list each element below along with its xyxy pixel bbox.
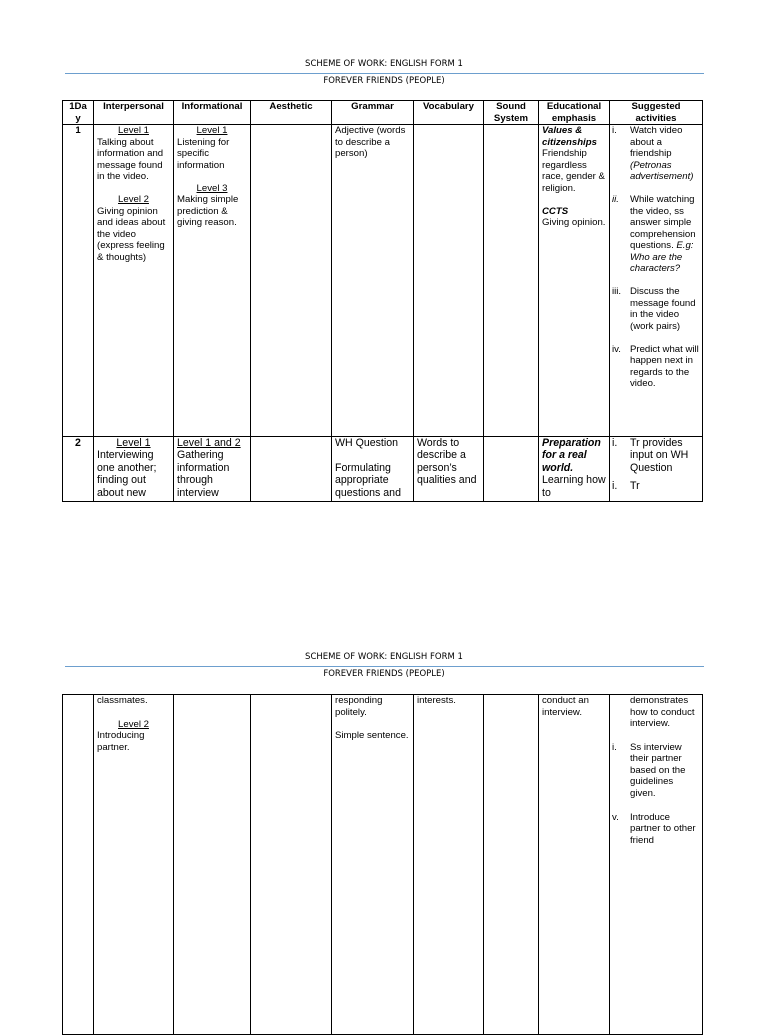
day-number: 1 — [63, 125, 94, 437]
emphasis-title: Preparation for a real world. — [542, 437, 601, 474]
informational-cell — [174, 437, 251, 502]
cell-text: Talking about information and message found in the video. — [97, 136, 164, 182]
cell-text: Words to describe a person’s qualities and — [417, 437, 477, 487]
emphasis-title: CCTS — [542, 205, 569, 217]
level-title: Level 1 — [118, 125, 149, 136]
interpersonal-cell — [94, 695, 174, 1035]
cell-text: Learning how to — [542, 474, 606, 499]
interpersonal-cell — [94, 125, 174, 437]
cell-text: Simple sentence. — [335, 730, 409, 742]
informational-cell — [174, 695, 251, 1035]
aesthetic-cell — [251, 125, 332, 437]
table-row — [63, 125, 703, 437]
vocabulary-cell — [414, 695, 484, 1035]
activity-item: demonstrates how to conduct interview. — [630, 695, 695, 729]
interpersonal-cell — [94, 437, 174, 502]
activity-item: ii. While watching the video, ss answer simple comprehension questions. E.g: Who are the characters? — [612, 194, 696, 274]
page-title: SCHEME OF WORK: ENGLISH FORM 1 — [305, 59, 463, 69]
educational-cell — [539, 437, 610, 502]
table-header-row — [63, 101, 703, 125]
grammar-cell — [332, 437, 414, 502]
cell-text: conduct an interview. — [542, 695, 589, 718]
activity-item: v. Introduce partner to other friend — [612, 811, 696, 846]
cell-text: Giving opinion. — [542, 217, 606, 228]
cell-text: Making simple prediction & giving reason. — [177, 194, 239, 228]
emphasis-title: Values & citizenships — [542, 125, 597, 148]
sound-system-cell — [484, 125, 539, 437]
aesthetic-cell — [251, 695, 332, 1035]
activity-item: i. Tr — [612, 480, 640, 493]
scheme-table-continued — [62, 694, 703, 1035]
grammar-cell — [332, 125, 414, 437]
header-rule — [65, 666, 704, 667]
educational-cell — [539, 695, 610, 1035]
day-number: 2 — [63, 437, 94, 502]
informational-cell — [174, 125, 251, 437]
page-subtitle: FOREVER FRIENDS (PEOPLE) — [323, 669, 445, 679]
header-rule — [65, 73, 704, 74]
scheme-table — [62, 100, 703, 502]
day-cell — [63, 695, 94, 1035]
column-header: Sound System — [484, 101, 539, 125]
cell-text: Listening for specific information — [177, 136, 230, 171]
cell-text: classmates. — [97, 695, 148, 706]
activity-item: iv. Predict what will happen next in regards to the video. — [612, 343, 699, 389]
educational-cell — [539, 125, 610, 437]
level-title: Level 2 — [118, 194, 149, 205]
level-title: Level 1 — [116, 437, 151, 449]
activities-cell — [610, 125, 703, 437]
activity-item: i. Tr provides input on WH Question — [612, 437, 689, 474]
cell-text: responding politely. — [335, 695, 383, 718]
column-header: Suggested activities — [610, 101, 703, 125]
page-subtitle: FOREVER FRIENDS (PEOPLE) — [323, 76, 445, 86]
cell-text: Gathering information through interview — [177, 449, 230, 499]
sound-system-cell — [484, 437, 539, 502]
cell-text: WH Question — [335, 437, 398, 449]
table-row — [63, 695, 703, 1035]
cell-text: Interviewing one another; finding out about new — [97, 449, 157, 499]
activities-cell — [610, 695, 703, 1035]
grammar-cell — [332, 695, 414, 1035]
level-title: Level 1 and 2 — [177, 437, 241, 449]
cell-text: Friendship regardless race, gender & religion. — [542, 148, 605, 194]
activity-item: iii. Discuss the message found in the video (work pairs) — [612, 286, 696, 332]
column-header: Grammar — [332, 101, 414, 125]
level-title: Level 2 — [118, 718, 149, 730]
sound-system-cell — [484, 695, 539, 1035]
activity-item: i. Watch video about a friendship (Petronas advertisement) — [612, 125, 694, 182]
page-title: SCHEME OF WORK: ENGLISH FORM 1 — [305, 652, 463, 662]
column-header: Aesthetic — [251, 101, 332, 125]
cell-text: Formulating appropriate questions and — [335, 461, 401, 499]
vocabulary-cell — [414, 125, 484, 437]
level-title: Level 3 — [196, 182, 228, 194]
level-title: Level 1 — [196, 125, 228, 136]
activity-item: i. Ss interview their partner based on the guidelines given. — [612, 741, 686, 799]
table-row — [63, 437, 703, 502]
cell-text: interests. — [417, 695, 456, 706]
cell-text: Introducing partner. — [97, 730, 145, 753]
column-header: 1Da y — [63, 101, 94, 125]
cell-text: Giving opinion and ideas about the video (express feeling & thoughts) — [97, 205, 166, 263]
column-header: Interpersonal — [94, 101, 174, 125]
cell-text: Adjective (words to describe a person) — [335, 125, 406, 159]
activities-cell — [610, 437, 703, 502]
vocabulary-cell — [414, 437, 484, 502]
column-header: Educational emphasis — [539, 101, 610, 125]
column-header: Vocabulary — [414, 101, 484, 125]
column-header: Informational — [174, 101, 251, 125]
aesthetic-cell — [251, 437, 332, 502]
